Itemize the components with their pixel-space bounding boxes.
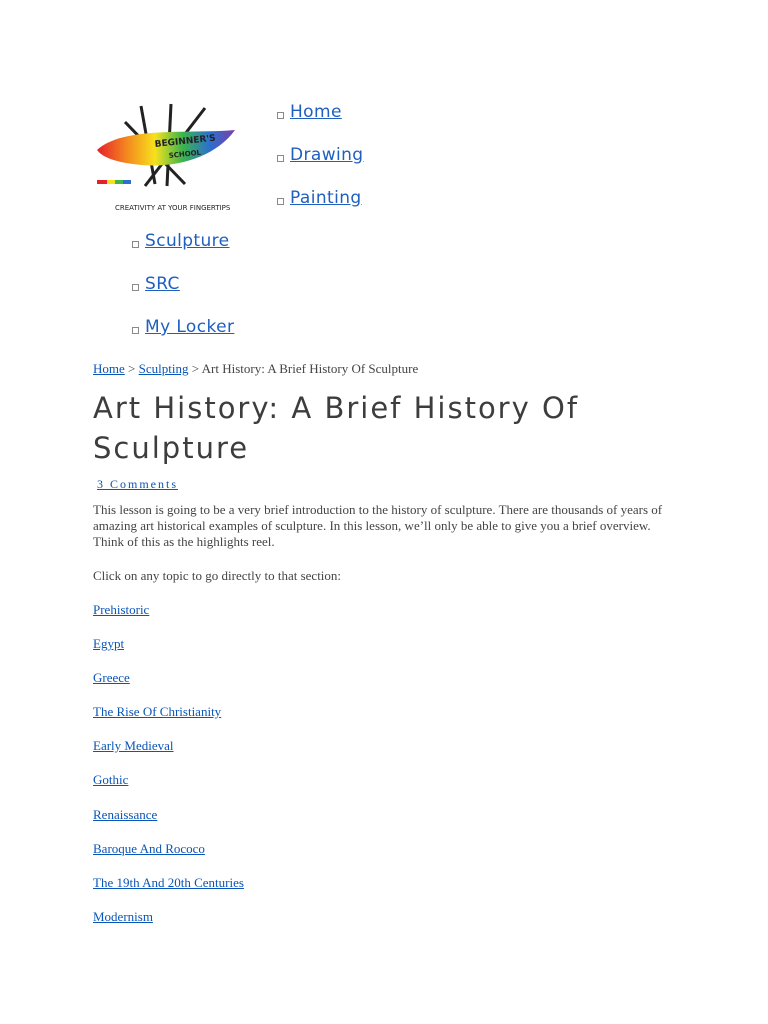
breadcrumb-home-link[interactable]: Home bbox=[93, 361, 125, 376]
logo-brand-top: BEGINNER'S bbox=[154, 133, 217, 150]
bullet-icon bbox=[132, 241, 139, 248]
breadcrumb bbox=[93, 361, 418, 377]
topic-link-19th-20th-centuries[interactable]: The 19th And 20th Centuries bbox=[93, 875, 244, 890]
logo-brand-bottom: SCHOOL bbox=[168, 148, 202, 160]
nav-link-src[interactable]: SRC bbox=[145, 274, 180, 294]
nav-link-painting[interactable]: Painting bbox=[290, 188, 362, 208]
nav-link-home[interactable]: Home bbox=[290, 102, 342, 122]
topic-link-egypt[interactable]: Egypt bbox=[93, 636, 125, 651]
intro-paragraph: This lesson is going to be a very brief introduction to the history of sculpture. There are thousands of years of amazing art historical examples of sculpture. In this lesson, we’ll only be able to give you a brief overview. Think of this as the highlights reel. bbox=[93, 502, 663, 549]
bullet-icon bbox=[132, 284, 139, 291]
page-title: Art History: A Brief History Of Sculpture bbox=[93, 391, 580, 465]
topic-link-rise-of-christianity[interactable]: The Rise Of Christianity bbox=[93, 704, 222, 719]
breadcrumb-section-link[interactable]: Sculpting bbox=[138, 361, 189, 376]
nav-link-my-locker[interactable]: My Locker bbox=[145, 317, 235, 337]
nav-item-home[interactable] bbox=[277, 102, 342, 122]
logo-tagline: CREATIVITY AT YOUR FINGERTIPS bbox=[115, 204, 231, 212]
topic-link-greece[interactable]: Greece bbox=[93, 670, 130, 685]
breadcrumb-current: Art History: A Brief History Of Sculpture bbox=[201, 361, 419, 376]
topic-link-prehistoric[interactable]: Prehistoric bbox=[93, 602, 150, 617]
topic-link-gothic[interactable]: Gothic bbox=[93, 772, 129, 787]
bullet-icon bbox=[277, 112, 284, 119]
nav-link-sculpture[interactable]: Sculpture bbox=[145, 231, 230, 251]
comments-link[interactable]: 3 Comments bbox=[97, 477, 179, 491]
nav-item-my-locker[interactable] bbox=[132, 317, 234, 337]
nav-item-sculpture[interactable] bbox=[132, 231, 230, 251]
nav-item-src[interactable] bbox=[132, 274, 180, 294]
bullet-icon bbox=[277, 155, 284, 162]
topic-link-early-medieval[interactable]: Early Medieval bbox=[93, 738, 174, 753]
bullet-icon bbox=[277, 198, 284, 205]
breadcrumb-separator: > bbox=[128, 361, 136, 376]
logo-graphic bbox=[93, 100, 243, 218]
nav-link-drawing[interactable]: Drawing bbox=[290, 145, 364, 165]
bullet-icon bbox=[132, 327, 139, 334]
nav-item-painting[interactable] bbox=[277, 188, 362, 208]
nav-item-drawing[interactable] bbox=[277, 145, 364, 165]
topic-link-renaissance[interactable]: Renaissance bbox=[93, 807, 158, 822]
topics-lead-text: Click on any topic to go directly to that section: bbox=[93, 568, 342, 583]
topic-link-baroque-and-rococo[interactable]: Baroque And Rococo bbox=[93, 841, 205, 856]
breadcrumb-separator: > bbox=[191, 361, 200, 376]
site-logo[interactable] bbox=[93, 100, 243, 218]
topic-link-modernism[interactable]: Modernism bbox=[93, 909, 153, 924]
